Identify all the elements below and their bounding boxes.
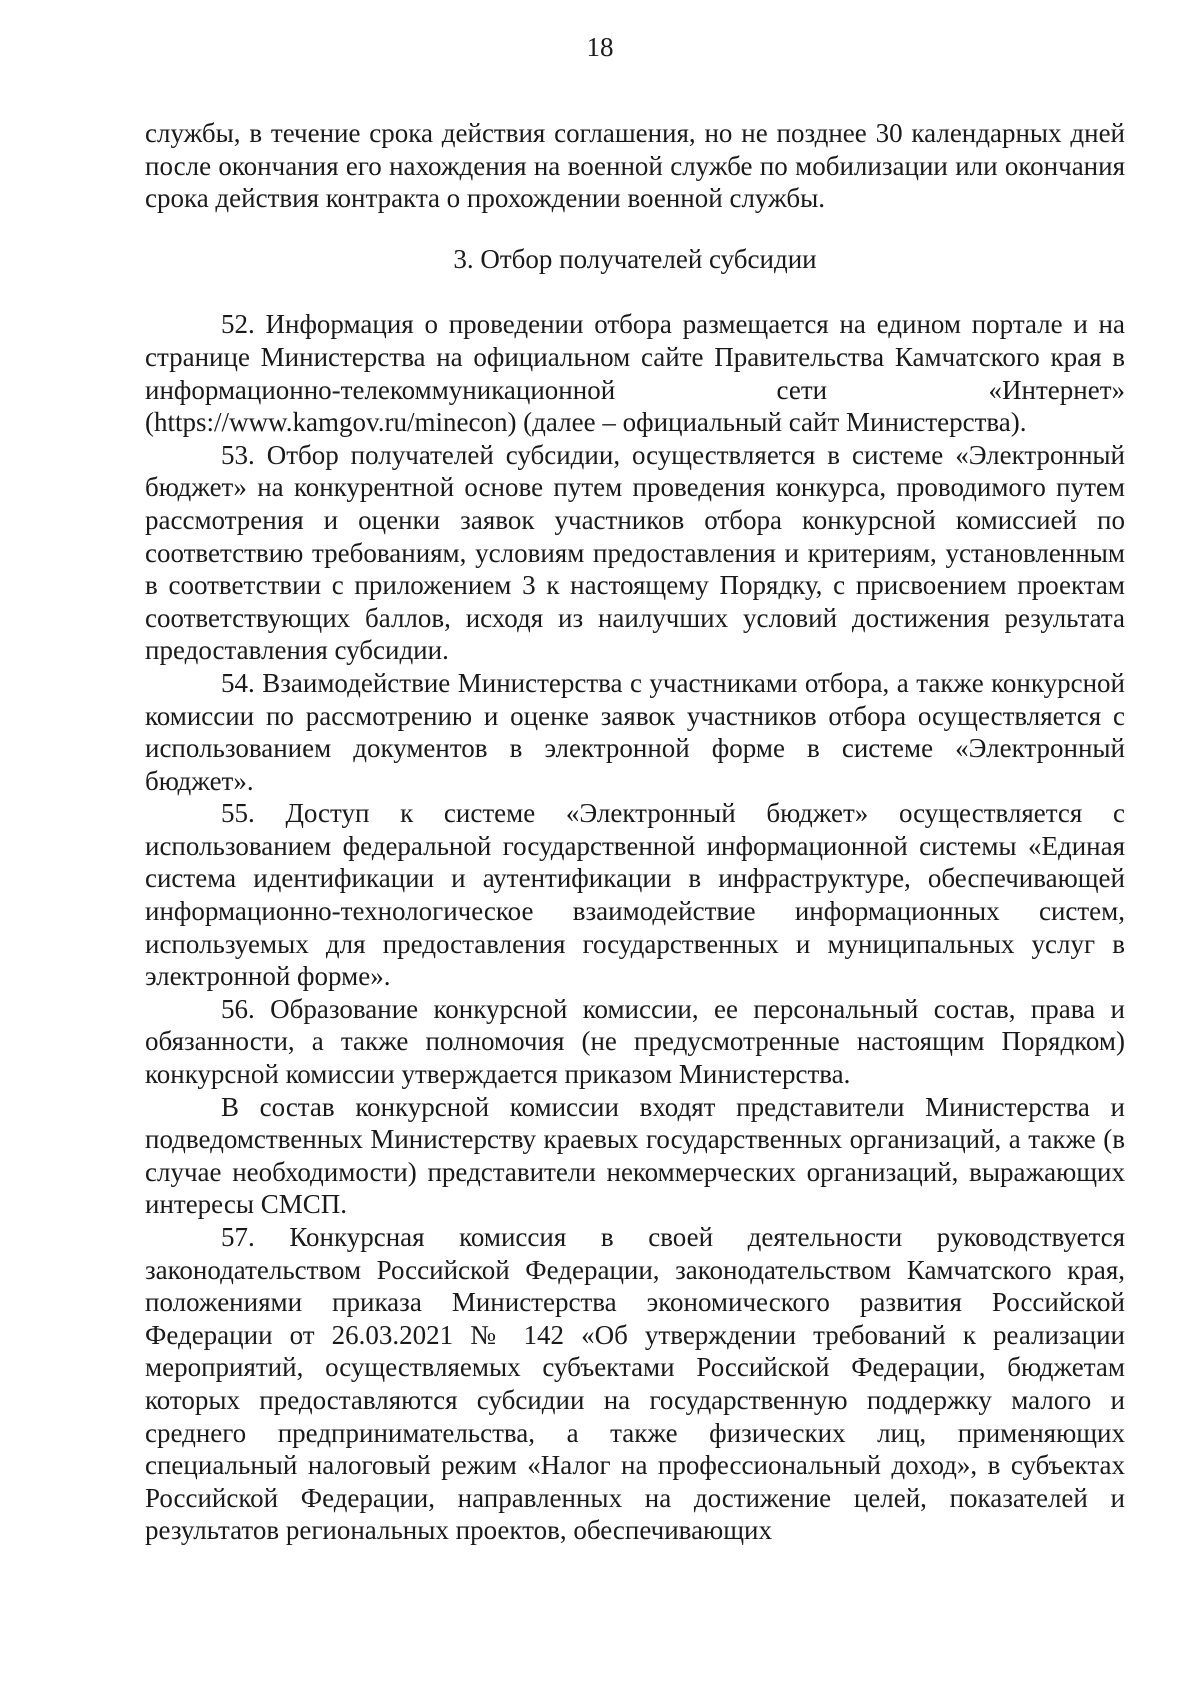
paragraph-52: 52. Информация о проведении отбора размещается на едином портале и на странице Министерства на официальном сайте Правительства Камчатского края в информационно-телекоммуникационной сети «Интернет» (https://www.kamgov.ru/minecon) (далее – официальный сайт Министерства). [145,309,1125,438]
paragraph-53: 53. Отбор получателей субсидии, осуществляется в системе «Электронный бюджет» на конкурентной основе путем проведения конкурса, проводимого путем рассмотрения и оценки заявок участников отбора конкурсной комиссией по соответствию требованиям, условиям предоставления и критериям, установленным в соответствии с приложением 3 к настоящему Порядку, с присвоением проектам соответствующих баллов, исходя из наилучших условий достижения результата предоставления субсидии. [145,439,1125,666]
section-heading: 3. Отбор получателей субсидии [453,243,817,274]
page-number: 18 [586,32,614,62]
paragraph-57: 57. Конкурсная комиссия в своей деятельности руководствуется законодательством Российской Федерации, законодательством Камчатского края, положениями приказа Министерства экономического развития Российской Федерации от 26.03.2021 № 142 «Об утверждении требований к реализации мероприятий, осуществляемых субъектами Российской Федерации, бюджетам которых предоставляются субсидии на государственную поддержку малого и среднего предпринимательства, а также физических лиц, применяющих специальный налоговый режим «Налог на профессиональный доход», в субъектах Российской Федерации, направленных на достижение целей, показателей и результатов региональных проектов, обеспечивающих [145,1222,1125,1546]
paragraph-55: 55. Доступ к системе «Электронный бюджет» осуществляется с использованием федеральной государственной информационной системы «Единая система идентификации и аутентификации в инфраструктуре, обеспечивающей информационно-технологическое взаимодействие информационных систем, используемых для предоставления государственных и муниципальных услуг в электронной форме». [145,798,1125,992]
paragraph-commission-composition: В состав конкурсной комиссии входят представители Министерства и подведомственных Министерству краевых государственных организаций, а также (в случае необходимости) представители некоммерческих организаций, выражающих интересы СМСП. [145,1091,1125,1220]
paragraph-56: 56. Образование конкурсной комиссии, ее персональный состав, права и обязанности, а также полномочия (не предусмотренные настоящим Порядком) конкурсной комиссии утверждается приказом Министерства. [145,993,1125,1090]
document-body [145,117,1125,1547]
paragraph-54: 54. Взаимодействие Министерства с участниками отбора, а также конкурсной комиссии по рассмотрению и оценке заявок участников отбора осуществляется с использованием документов в электронной форме в системе «Электронный бюджет». [145,667,1125,796]
intro-paragraph: службы, в течение срока действия соглашения, но не позднее 30 календарных дней после окончания его нахождения на военной службе по мобилизации или окончания срока действия контракта о прохождении военной службы. [145,118,1125,214]
